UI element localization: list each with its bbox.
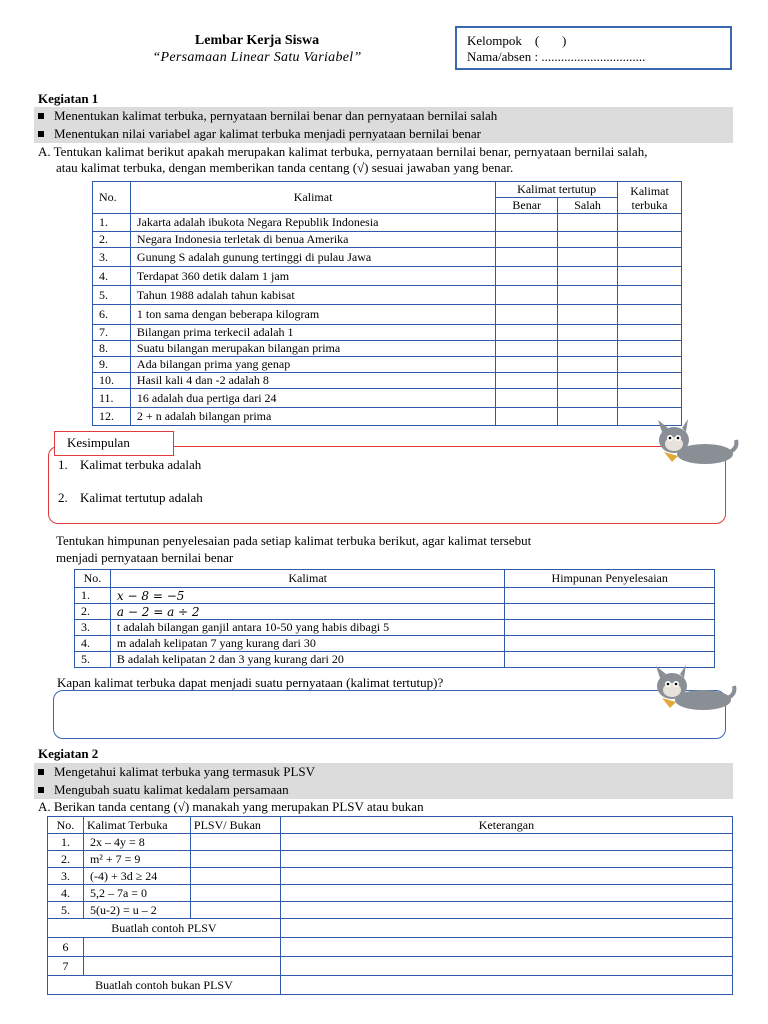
row-6-ket[interactable] (280, 938, 732, 957)
row-kalimat: 5(u-2) = u – 2 (83, 902, 190, 919)
bullet-icon (38, 113, 44, 119)
salah-check-cell[interactable] (558, 305, 618, 325)
benar-check-cell[interactable] (496, 389, 558, 408)
answer-box[interactable] (53, 690, 726, 739)
row-number: 5. (48, 902, 84, 919)
keterangan-cell[interactable] (280, 885, 732, 902)
terbuka-check-cell[interactable] (618, 325, 682, 341)
col-no-header: No. (48, 817, 84, 834)
row-kalimat: 2 + n adalah bilangan prima (130, 408, 495, 426)
bullet-icon (38, 769, 44, 775)
kesimpulan-label: Kesimpulan (54, 431, 174, 456)
row-kalimat: x − 8 = −5 (110, 588, 504, 604)
terbuka-check-cell[interactable] (618, 341, 682, 357)
row-number: 4. (75, 636, 111, 652)
row-7-ket[interactable] (280, 957, 732, 976)
row-kalimat: m adalah kelipatan 7 yang kurang dari 30 (110, 636, 504, 652)
kesimpulan-item-2: 2. Kalimat tertutup adalah (58, 490, 203, 505)
row-number: 1. (48, 834, 84, 851)
table-row (48, 868, 733, 885)
kegiatan2-objective-2: Mengubah suatu kalimat kedalam persamaan (34, 781, 733, 799)
row-6-cell[interactable] (83, 938, 280, 957)
row-number: 2. (93, 232, 131, 248)
bullet-icon (38, 787, 44, 793)
benar-check-cell[interactable] (496, 232, 558, 248)
row-number: 10. (93, 373, 131, 389)
bullet-icon (38, 131, 44, 137)
worksheet-title: Lembar Kerja Siswa (194, 33, 320, 48)
row-7-number: 7 (48, 957, 84, 976)
plsv-check-cell[interactable] (190, 834, 280, 851)
row-kalimat: 2x – 4y = 8 (83, 834, 190, 851)
plsv-check-cell[interactable] (190, 902, 280, 919)
row-kalimat: 1 ton sama dengan beberapa kilogram (130, 305, 495, 325)
benar-check-cell[interactable] (496, 325, 558, 341)
row-number: 3. (48, 868, 84, 885)
table-row (93, 341, 682, 357)
salah-check-cell[interactable] (558, 357, 618, 373)
himpunan-table (74, 569, 715, 668)
kegiatan1-title: Kegiatan 1 (38, 91, 99, 106)
terbuka-check-cell[interactable] (618, 214, 682, 232)
hp-answer-cell[interactable] (505, 604, 715, 620)
terbuka-check-cell[interactable] (618, 286, 682, 305)
worksheet-subtitle: “Persamaan Linear Satu Variabel” (152, 50, 362, 65)
table-row (93, 408, 682, 426)
keterangan-cell[interactable] (280, 868, 732, 885)
benar-check-cell[interactable] (496, 286, 558, 305)
row-7-cell[interactable] (83, 957, 280, 976)
contoh-bukan-label: Buatlah contoh bukan PLSV (48, 976, 281, 995)
terbuka-check-cell[interactable] (618, 389, 682, 408)
row-kalimat: Negara Indonesia terletak di benua Amerika (130, 232, 495, 248)
keterangan-cell[interactable] (280, 902, 732, 919)
row-kalimat: B adalah kelipatan 2 dan 3 yang kurang dari 20 (110, 652, 504, 668)
hp-answer-cell[interactable] (505, 620, 715, 636)
col-no-header: No. (93, 182, 131, 214)
row-number: 3. (93, 248, 131, 267)
salah-check-cell[interactable] (558, 248, 618, 267)
contoh-bukan-cell[interactable] (280, 976, 732, 995)
col-no-header: No. (75, 570, 111, 588)
table-row (93, 373, 682, 389)
salah-check-cell[interactable] (558, 214, 618, 232)
row-number: 11. (93, 389, 131, 408)
plsv-check-cell[interactable] (190, 885, 280, 902)
col-kalimat-header: Kalimat (110, 570, 504, 588)
table-row (48, 834, 733, 851)
terbuka-check-cell[interactable] (618, 267, 682, 286)
cat-mascot-icon (648, 664, 738, 716)
row-number: 7. (93, 325, 131, 341)
table-row (75, 604, 715, 620)
row-number: 3. (75, 620, 111, 636)
table-row (75, 652, 715, 668)
table-row (93, 232, 682, 248)
terbuka-check-cell[interactable] (618, 305, 682, 325)
table-row (48, 885, 733, 902)
kegiatan1-objective-1: Menentukan kalimat terbuka, pernyataan bernilai benar dan pernyataan bernilai salah (34, 107, 733, 125)
worksheet-title-block (112, 32, 402, 66)
salah-check-cell[interactable] (558, 341, 618, 357)
instruction-k2-a: A. Berikan tanda centang (√) manakah yang merupakan PLSV atau bukan (38, 799, 424, 814)
row-number: 5. (75, 652, 111, 668)
row-kalimat: 5,2 – 7a = 0 (83, 885, 190, 902)
terbuka-check-cell[interactable] (618, 248, 682, 267)
terbuka-check-cell[interactable] (618, 357, 682, 373)
hp-answer-cell[interactable] (505, 588, 715, 604)
plsv-table (47, 816, 733, 995)
row-kalimat: Jakarta adalah ibukota Negara Republik Indonesia (130, 214, 495, 232)
benar-check-cell[interactable] (496, 357, 558, 373)
col-terbuka-header: Kalimat terbuka (618, 182, 682, 214)
col-plsv-header: PLSV/ Bukan (190, 817, 280, 834)
salah-check-cell[interactable] (558, 267, 618, 286)
row-kalimat: Suatu bilangan merupakan bilangan prima (130, 341, 495, 357)
row-number: 1. (93, 214, 131, 232)
instruction-b-line1: Tentukan himpunan penyelesaian pada setiap kalimat terbuka berikut, agar kalimat tersebut (56, 533, 532, 548)
table-row (93, 357, 682, 373)
cat-mascot-icon (650, 418, 740, 470)
instruction-b-line2: menjadi pernyataan bernilai benar (56, 550, 234, 565)
plsv-check-cell[interactable] (190, 868, 280, 885)
row-kalimat: Hasil kali 4 dan -2 adalah 8 (130, 373, 495, 389)
row-kalimat: a − 2 = a ÷ 2 (110, 604, 504, 620)
row-number: 8. (93, 341, 131, 357)
col-hp-header: Himpunan Penyelesaian (505, 570, 715, 588)
terbuka-check-cell[interactable] (618, 232, 682, 248)
benar-check-cell[interactable] (496, 408, 558, 426)
plsv-check-cell[interactable] (190, 851, 280, 868)
salah-check-cell[interactable] (558, 389, 618, 408)
salah-check-cell[interactable] (558, 232, 618, 248)
table-row (93, 214, 682, 232)
table-row (93, 325, 682, 341)
table-row (93, 305, 682, 325)
col-ket-header: Keterangan (280, 817, 732, 834)
col-kalimat-header: Kalimat Terbuka (83, 817, 190, 834)
salah-check-cell[interactable] (558, 373, 618, 389)
kalimat-table (92, 181, 682, 426)
kesimpulan-item-1: 1. Kalimat terbuka adalah (58, 457, 202, 472)
row-number: 2. (48, 851, 84, 868)
row-kalimat: t adalah bilangan ganjil antara 10-50 yang habis dibagi 5 (110, 620, 504, 636)
nama-absen-field[interactable]: Nama/absen : ................................ (467, 49, 646, 64)
table-row (93, 389, 682, 408)
table-row (48, 902, 733, 919)
col-benar-header: Benar (496, 198, 558, 214)
benar-check-cell[interactable] (496, 248, 558, 267)
row-number: 5. (93, 286, 131, 305)
question-text: Kapan kalimat terbuka dapat menjadi suatu pernyataan (kalimat tertutup)? (57, 675, 444, 690)
instruction-a-line2: atau kalimat terbuka, dengan memberikan tanda centang (√) sesuai jawaban yang benar. (56, 160, 514, 175)
col-tertutup-header: Kalimat tertutup (496, 182, 618, 198)
instruction-a-line1: A. Tentukan kalimat berikut apakah merupakan kalimat terbuka, pernyataan bernilai benar, pernyataan bernilai salah, (38, 144, 648, 159)
row-number: 12. (93, 408, 131, 426)
table-row (48, 851, 733, 868)
row-kalimat: 16 adalah dua pertiga dari 24 (130, 389, 495, 408)
keterangan-cell[interactable] (280, 834, 732, 851)
terbuka-check-cell[interactable] (618, 373, 682, 389)
benar-check-cell[interactable] (496, 341, 558, 357)
benar-check-cell[interactable] (496, 373, 558, 389)
row-kalimat: Tahun 1988 adalah tahun kabisat (130, 286, 495, 305)
row-kalimat: m² + 7 = 9 (83, 851, 190, 868)
row-number: 2. (75, 604, 111, 620)
row-kalimat: Gunung S adalah gunung tertinggi di pulau Jawa (130, 248, 495, 267)
table-row (75, 636, 715, 652)
table-row (75, 620, 715, 636)
row-kalimat: Ada bilangan prima yang genap (130, 357, 495, 373)
table-row (93, 286, 682, 305)
col-kalimat-header: Kalimat (130, 182, 495, 214)
benar-check-cell[interactable] (496, 267, 558, 286)
hp-answer-cell[interactable] (505, 636, 715, 652)
kegiatan1-objective-2: Menentukan nilai variabel agar kalimat terbuka menjadi pernyataan bernilai benar (34, 125, 733, 143)
col-salah-header: Salah (558, 198, 618, 214)
salah-check-cell[interactable] (558, 408, 618, 426)
row-6-number: 6 (48, 938, 84, 957)
kelompok-field[interactable]: Kelompok ( ) (467, 33, 567, 48)
salah-check-cell[interactable] (558, 286, 618, 305)
row-kalimat: Terdapat 360 detik dalam 1 jam (130, 267, 495, 286)
row-number: 9. (93, 357, 131, 373)
kegiatan2-title: Kegiatan 2 (38, 746, 99, 761)
table-row (93, 248, 682, 267)
row-number: 1. (75, 588, 111, 604)
row-number: 4. (93, 267, 131, 286)
contoh-plsv-label: Buatlah contoh PLSV (48, 919, 281, 938)
row-number: 6. (93, 305, 131, 325)
contoh-plsv-cell[interactable] (280, 919, 732, 938)
salah-check-cell[interactable] (558, 325, 618, 341)
benar-check-cell[interactable] (496, 214, 558, 232)
kegiatan2-objective-1: Mengetahui kalimat terbuka yang termasuk PLSV (34, 763, 733, 781)
benar-check-cell[interactable] (496, 305, 558, 325)
table-row (93, 267, 682, 286)
table-row (75, 588, 715, 604)
group-info-box (455, 26, 732, 70)
row-kalimat: Bilangan prima terkecil adalah 1 (130, 325, 495, 341)
row-number: 4. (48, 885, 84, 902)
keterangan-cell[interactable] (280, 851, 732, 868)
row-kalimat: (-4) + 3d ≥ 24 (83, 868, 190, 885)
